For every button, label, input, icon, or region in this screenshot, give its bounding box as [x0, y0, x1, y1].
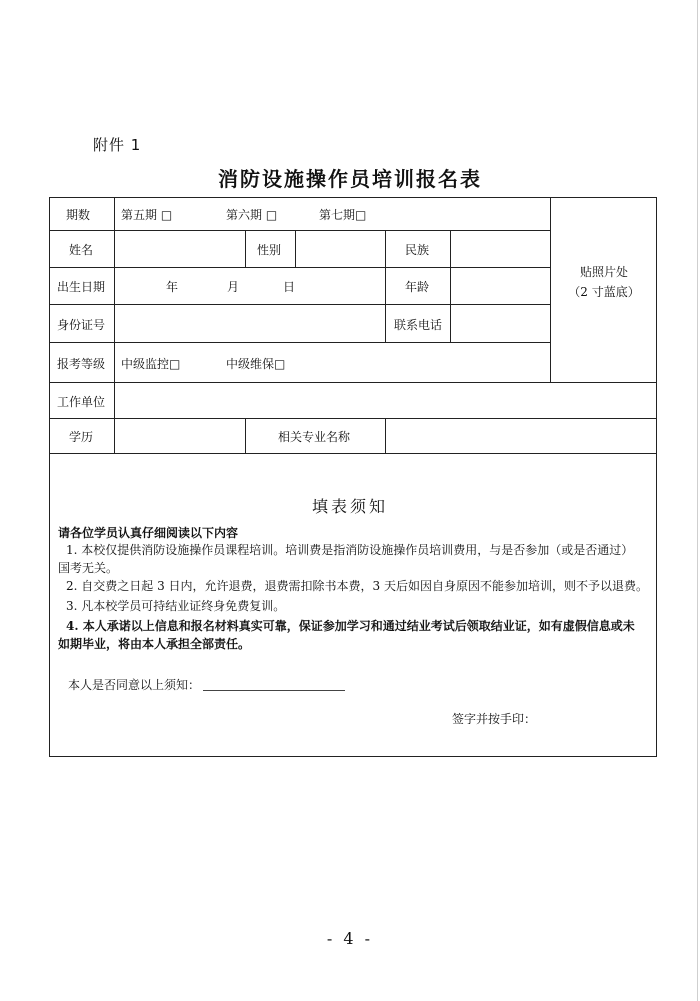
id-number-label: 身份证号: [57, 318, 106, 332]
notice-item-2: [58, 577, 648, 595]
session-option-7[interactable]: 第七期□: [319, 208, 367, 222]
row-divider: [49, 453, 657, 454]
ethnicity-label: 民族: [405, 243, 430, 257]
major-label: 相关专业名称: [278, 430, 351, 444]
notice-item-3: [58, 597, 648, 615]
form-title: 消防设施操作员培训报名表: [218, 167, 482, 191]
notice-item-4: [58, 617, 648, 653]
level-option-maintenance[interactable]: 中级维保□: [226, 357, 286, 371]
notice-item-3-line1: 3. 凡本校学员可持结业证终身免费复训。: [66, 599, 286, 613]
notice-item-4-line1: 4. 本人承诺以上信息和报名材料真实可靠，保证参加学习和通过结业考试后领取结业证，如有虚假信息或未: [66, 619, 635, 633]
column-divider: [114, 197, 115, 453]
photo-label-line1: 贴照片处: [579, 265, 628, 279]
exam-level-label: 报考等级: [57, 357, 106, 371]
notice-item-2-line1: 2. 自交费之日起 3 日内，允许退费，退费需扣除书本费，3 天后如因自身原因不能参加培训，则不予以退费。: [66, 579, 648, 593]
column-divider: [295, 230, 296, 267]
column-divider: [385, 418, 386, 453]
session-option-5[interactable]: 第五期 □: [121, 208, 173, 222]
age-label: 年龄: [405, 280, 430, 294]
phone-label: 联系电话: [394, 318, 443, 332]
notice-item-1: [58, 541, 648, 577]
employer-label: 工作单位: [57, 395, 106, 409]
birth-date-label: 出生日期: [57, 280, 106, 294]
birth-year-unit: 年: [166, 280, 179, 294]
attachment-label: 附件 1: [93, 136, 142, 154]
row-divider: [49, 418, 657, 419]
notice-intro: 请各位学员认真仔细阅读以下内容: [58, 526, 239, 540]
row-divider: [49, 304, 550, 305]
notice-title: 填表须知: [311, 497, 388, 516]
notice-item-1-line2: 国考无关。: [58, 561, 119, 575]
gender-label: 性别: [257, 243, 282, 257]
row-divider: [49, 230, 550, 231]
agreement-prompt: 本人是否同意以上须知：: [68, 678, 201, 692]
birth-day-unit: 日: [283, 280, 296, 294]
name-label: 姓名: [69, 243, 94, 257]
birth-month-unit: 月: [227, 280, 240, 294]
agreement-blank-field[interactable]: [203, 678, 345, 691]
column-divider: [245, 230, 246, 267]
column-divider: [385, 230, 386, 342]
session-label: 期数: [66, 208, 91, 222]
row-divider: [49, 382, 657, 383]
column-divider: [550, 197, 551, 382]
column-divider: [450, 230, 451, 342]
page-number: - 4 -: [326, 929, 374, 948]
photo-label-line2: （2 寸蓝底）: [568, 285, 640, 299]
row-divider: [49, 267, 550, 268]
photo-placeholder[interactable]: [552, 262, 656, 302]
signature-prompt[interactable]: 签字并按手印：: [452, 712, 537, 726]
session-option-6[interactable]: 第六期 □: [226, 208, 278, 222]
row-divider: [49, 342, 550, 343]
level-option-monitor[interactable]: 中级监控□: [121, 357, 181, 371]
agreement-row: [68, 676, 345, 693]
notice-item-1-line1: 1. 本校仅提供消防设施操作员课程培训。培训费是指消防设施操作员培训费用，与是否参加（或是否通过）: [66, 543, 634, 557]
education-label: 学历: [69, 430, 94, 444]
notice-item-4-line2: 如期毕业，将由本人承担全部责任。: [58, 637, 251, 651]
column-divider: [245, 418, 246, 453]
